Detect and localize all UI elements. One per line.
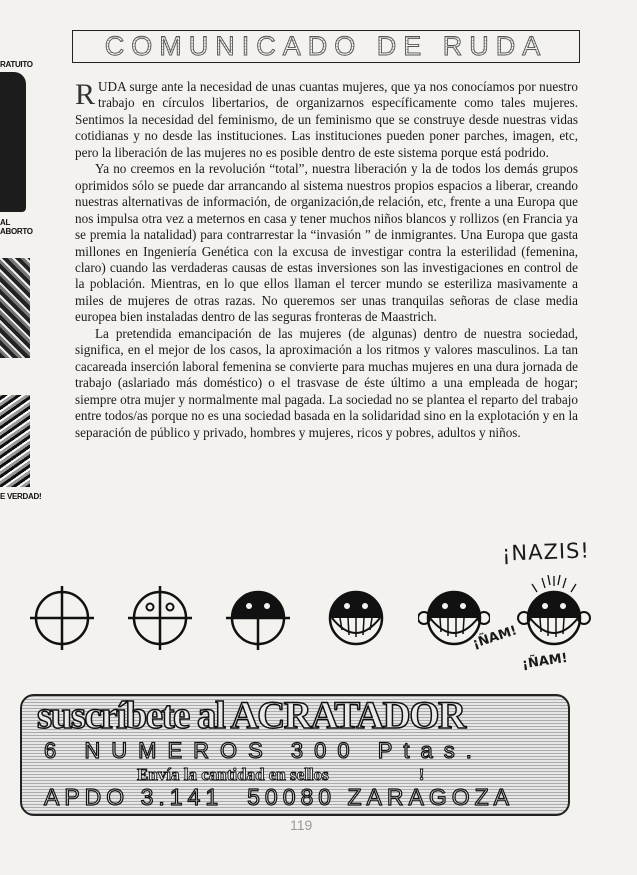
figure-silhouette-image bbox=[0, 72, 26, 212]
subscribe-po-box: APDO 3.141 bbox=[44, 784, 224, 810]
faces-cartoon-strip bbox=[24, 540, 624, 680]
nam-exclamation-2: ¡ÑAM! bbox=[521, 650, 569, 673]
subscribe-instructions-mark: ! bbox=[418, 765, 425, 784]
nam-exclamation-1: ¡ÑAM! bbox=[470, 623, 519, 652]
grinning-face-icon bbox=[320, 582, 392, 654]
page-number: 119 bbox=[290, 817, 313, 833]
article-paragraph-1 bbox=[75, 79, 578, 161]
title-box bbox=[72, 30, 580, 63]
hairy-grinning-face-icon bbox=[512, 572, 596, 656]
cover-thumbnail-image bbox=[0, 258, 30, 358]
margin-fragment-verdad: E VERDAD! bbox=[0, 492, 42, 501]
dark-half-face-icon bbox=[222, 582, 294, 654]
subscribe-price: 6 NUMEROS 300 Ptas. bbox=[44, 738, 483, 763]
subscribe-address bbox=[44, 784, 514, 811]
article-paragraph-2: Ya no creemos en la revolución “total”, nuestra liberación y la de todos los demás grupos oprimidos sólo se puede dar arrancando al sistema nuestros propios espacios a liberar, creando nuestras alternativas de información, de organización,de relación, etc, frente a una Europa que nos impulsa otra vez a meternos en casa y tener muchos niños blancos y rollizos (en Francia ya se premia la natalidad) para contrarrestar la “invasión ” de inmigrantes. Una Europa que gasta millones en Ingeniería Genética con la excusa de investigar contra la esterilidad (femenina, claro) cuando las verdaderas causas de estas inversiones son las investigaciones en control de la población. Mientras, en lo que ellos llaman el tercer mundo se esteriliza masivamente a miles de mujeres de otras razas. No queremos ser unas tranquilas señoras de clase media europea bien instaladas dentro de las seguras fronteras de Maastrich. bbox=[75, 161, 578, 325]
subscribe-city: 50080 ZARAGOZA bbox=[247, 784, 514, 810]
subscribe-instructions-text: Envía la cantidad en sellos bbox=[137, 765, 329, 784]
page-title: COMUNICADO DE RUDA bbox=[104, 31, 548, 61]
crosshair-face-icon bbox=[26, 582, 98, 654]
eyes-face-icon bbox=[124, 582, 196, 654]
nazis-exclamation: ¡NAZIS! bbox=[501, 538, 591, 566]
subscribe-instructions bbox=[137, 765, 424, 785]
margin-fragment-gratuito: RATUITO bbox=[0, 60, 33, 69]
poster-thumbnail-image bbox=[0, 395, 30, 487]
subscribe-box bbox=[20, 694, 570, 816]
margin-fragment-aborto: AL ABORTO bbox=[0, 218, 33, 236]
drop-cap: R bbox=[75, 78, 96, 111]
subscribe-headline: suscríbete al ACRATADOR bbox=[37, 694, 465, 737]
article-paragraph-3: La pretendida emancipación de las mujeres (de algunas) dentro de nuestra sociedad, significa, en el mejor de los casos, la aproximación a los ritmos y valores masculinos. La tan cacareada inserción laboral femenina se convierte para muchas mujeres en una dura jornada de trabajo (aslariado más doméstico) o el trasvase de éste último a una empleada de hogar; siempre otra mujer y normalmente mal pagada. La sociedad no se plantea el reparto del trabajo entre todos/as porque no es una sociedad basada en la solidaridad sino en la explotación y en la separación de público y privado, hombres y mujeres, ricos y pobres, adultos y niños. bbox=[75, 325, 578, 440]
article-body bbox=[75, 79, 578, 441]
paragraph-1-text: UDA surge ante la necesidad de unas cuantas mujeres, que ya nos conocíamos por nuestro trabajo en círculos libertarios, de organizarnos específicamente como tales mujeres. Sentimos la necesidad del feminismo, de un feminismo que se construye desde nuestras vidas cotidianas y no desde las instituciones. Las instituciones pueden poner parches, imagen, etc, pero la liberación de las mujeres no es posible dentro de este sistema porque está podrido. bbox=[75, 79, 578, 160]
